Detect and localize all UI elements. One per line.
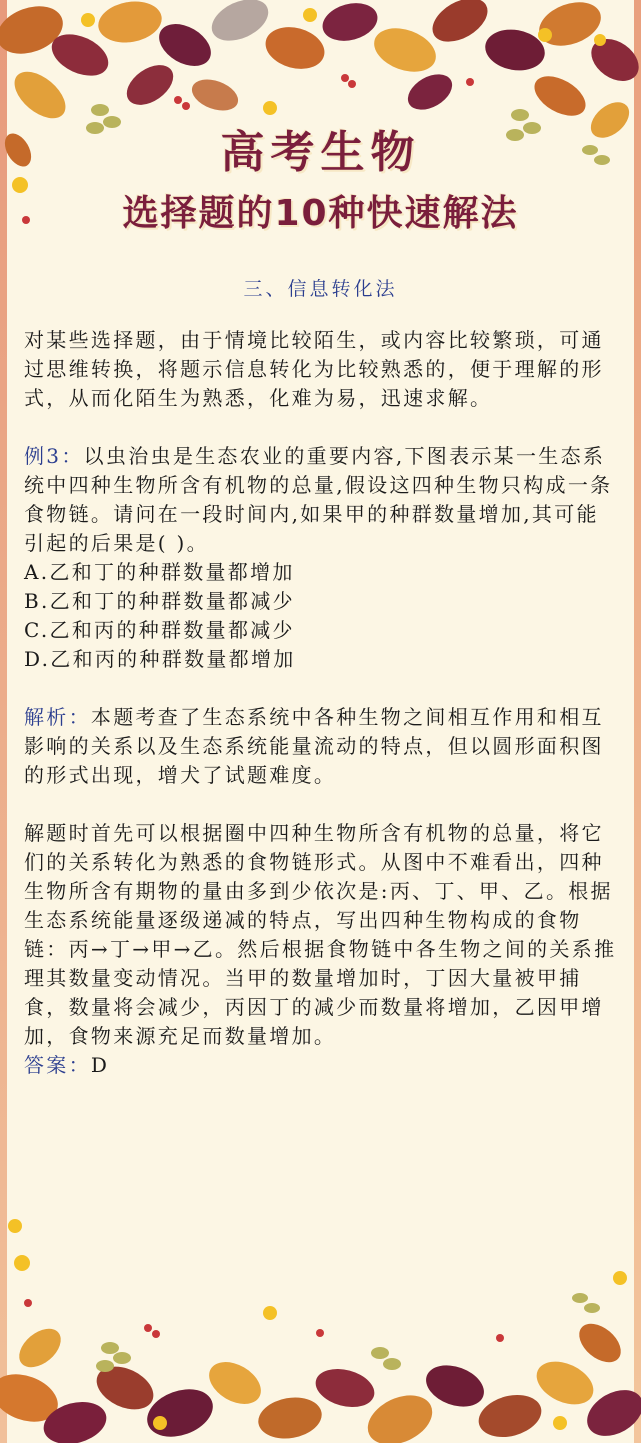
page-subtitle: 选择题的10种快速解法 <box>122 193 519 234</box>
solution-paragraph: 解题时首先可以根据圈中四种生物所含有机物的总量，将它们的关系转化为熟悉的食物链形式。从图中不难看出，四种生物所含有期物的量由多到少依次是:丙、丁、甲、乙。根据生态系统能量逐级递减的特点，写出四种生物构成的食物链：丙→丁→甲→乙。然后根据食物链中各生物之间的关系推理其数量变动情况。当甲的数量增加时，丁因大量被甲捕食，数量将会减少，丙因丁的减少而数量将增加，乙因甲增加，食物来源充足而数量增加。 <box>24 821 617 1048</box>
autumn-leaves-bottom-decoration <box>0 1208 641 1443</box>
answer-line <box>24 1051 620 1080</box>
option-a: A.乙和丁的种群数量都增加 <box>24 560 295 584</box>
page-title: 高考生物 <box>220 127 421 178</box>
example-label: 例3： <box>24 444 84 468</box>
example-question <box>24 442 620 558</box>
answer-label: 答案： <box>24 1053 91 1077</box>
answer-value: D <box>90 1053 110 1077</box>
analysis-label: 解析： <box>24 705 91 729</box>
article-body <box>24 326 620 1080</box>
analysis-text: 本题考查了生态系统中各种生物之间相互作用和相互影响的关系以及生态系统能量流动的特点，但以圆形面积图的形式出现，增犬了试题难度。 <box>24 705 604 787</box>
option-d: D.乙和丙的种群数量都增加 <box>24 647 296 671</box>
example-text: 以虫治虫是生态农业的重要内容,下图表示某一生态系统中四种生物所含有机物的总量,假设这四种生物只构成一条食物链。请问在一段时间内,如果甲的种群数量增加,其可能引起的后果是( )。 <box>24 444 613 555</box>
section-heading: 三、信息转化法 <box>243 278 398 300</box>
option-c: C.乙和丙的种群数量都减少 <box>24 618 295 642</box>
option-b: B.乙和丁的种群数量都减少 <box>24 589 295 613</box>
intro-paragraph: 对某些选择题，由于情境比较陌生，或内容比较繁琐，可通过思维转换，将题示信息转化为比较熟悉的，便于理解的形式，从而化陌生为熟悉，化难为易，迅速求解。 <box>24 328 604 410</box>
analysis-paragraph <box>24 703 620 790</box>
